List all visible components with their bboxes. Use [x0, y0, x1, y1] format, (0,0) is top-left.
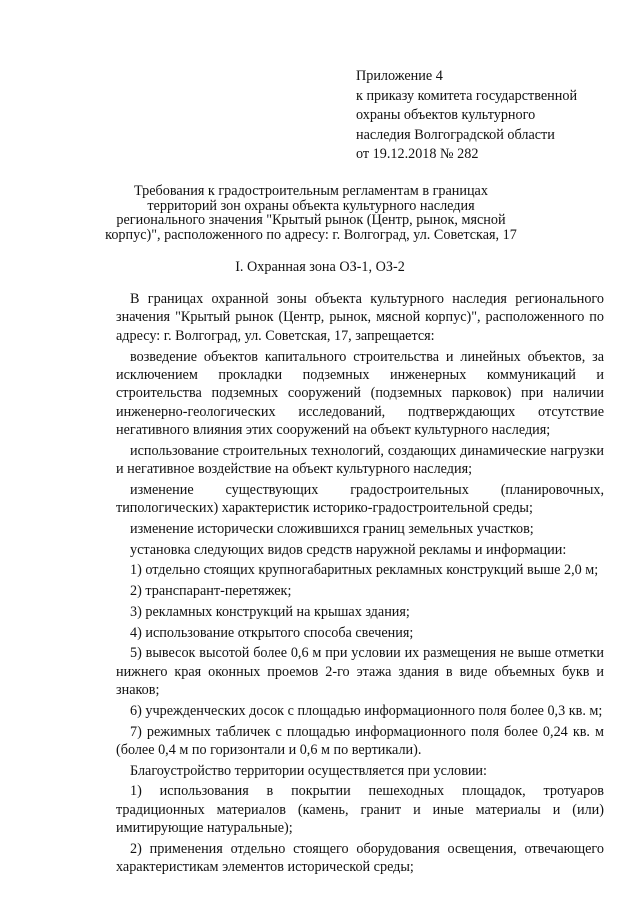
appendix-line: наследия Волгоградской области [356, 126, 555, 143]
appendix-line: от 19.12.2018 № 282 [356, 146, 479, 163]
section-heading: I. Охранная зона ОЗ-1, ОЗ-2 [235, 259, 405, 275]
paragraph: 4) использование открытого способа свечения; [130, 624, 414, 641]
appendix-header [356, 67, 626, 165]
paragraph: изменение исторически сложившихся границ земельных участков; [130, 521, 534, 538]
appendix-line: охраны объектов культурного [356, 107, 536, 124]
paragraph: 2) применения отдельно стоящего оборудования освещения, отвечающего характеристикам элементов исторической среды; [116, 840, 604, 876]
paragraph: 2) транспарант-перетяжек; [130, 583, 292, 600]
paragraph: 1) использования в покрытии пешеходных площадок, тротуаров традиционных материалов (камень, гранит и иные материалы и (или) имитирующие натуральные); [116, 783, 604, 837]
document-title: Требования к градостроительным регламентам в границах территорий зон охраны объекта культурного наследия регионального значения "Крытый рынок (Центр, рынок, мясной корпус)", расположенного по адресу: г. Волгоград, ул. Советская, 17 [105, 183, 517, 243]
paragraph: 7) режимных табличек с площадью информационного поля более 0,24 кв. м (более 0,4 м по горизонтали и 0,6 м по вертикали). [116, 723, 604, 758]
paragraph: 6) учрежденческих досок с площадью информационного поля более 0,3 кв. м; [130, 702, 603, 719]
document-body [116, 290, 604, 879]
paragraph: Благоустройство территории осуществляется при условии: [130, 762, 487, 779]
paragraph: использование строительных технологий, создающих динамические нагрузки и негативное воздействие на объект культурного наследия; [116, 442, 604, 478]
paragraph: 1) отдельно стоящих крупногабаритных рекламных конструкций выше 2,0 м; [130, 562, 599, 579]
appendix-line: Приложение 4 [356, 68, 443, 84]
paragraph: 3) рекламных конструкций на крышах здания; [130, 603, 410, 620]
paragraph: установка следующих видов средств наружной рекламы и информации: [130, 541, 567, 558]
paragraph: 5) вывесок высотой более 0,6 м при условии их размещения не выше отметки нижнего края оконных проемов 2-го этажа здания в виде объемных букв и знаков; [116, 645, 604, 699]
paragraph: изменение существующих градостроительных (планировочных, типологических) характеристик историко-градостроительной среды; [116, 481, 604, 517]
paragraph: В границах охранной зоны объекта культурного наследия регионального значения "Крытый рынок (Центр, рынок, мясной корпус)", расположенного по адресу: г. Волгоград, ул. Советская, 17, запрещается: [116, 291, 604, 344]
appendix-line: к приказу комитета государственной [356, 87, 578, 104]
paragraph: возведение объектов капитального строительства и линейных объектов, за исключением прокладки подземных инженерных коммуникаций и строительства подземных сооружений (подземных парковок) при наличии инженерно-геологических исследований, подтверждающих отсутствие негативного влияния этих сооружений на объект культурного наследия; [116, 348, 604, 439]
